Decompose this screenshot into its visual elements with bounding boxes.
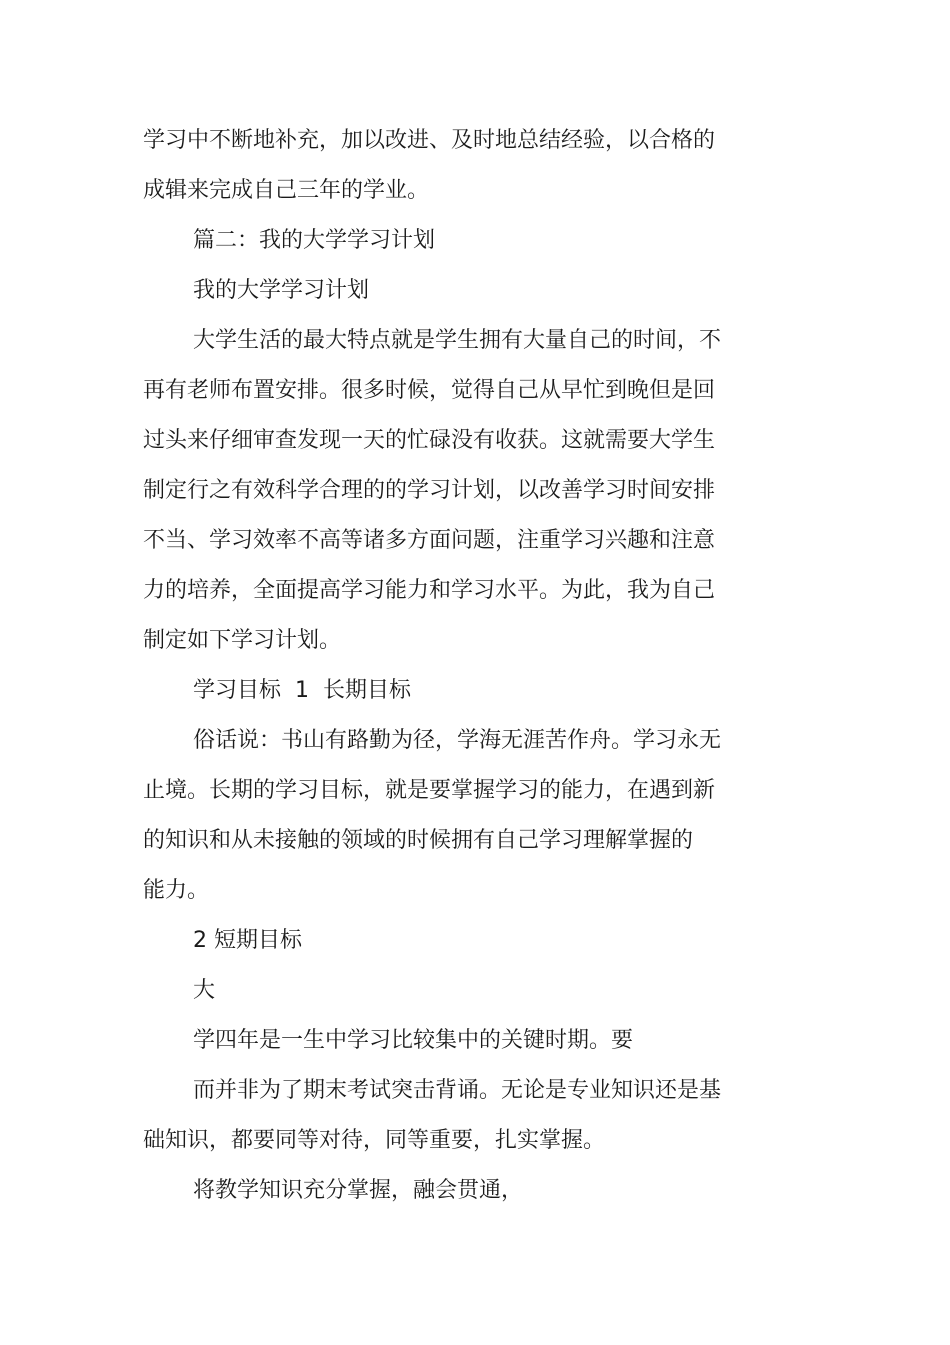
text-line: 不当、学习效率不高等诸多方面问题，注重学习兴趣和注意 (143, 528, 716, 553)
text-line: 制定如下学习计划。 (143, 628, 342, 653)
text-line: 成辑来完成自己三年的学业。 (143, 178, 430, 203)
text-line: 再有老师布置安排。很多时候，觉得自己从早忙到晚但是回 (143, 378, 716, 403)
text-line: 将教学知识充分掌握，融会贯通， (193, 1178, 524, 1203)
text-line: 大 (193, 978, 216, 1003)
text-line: 大学生活的最大特点就是学生拥有大量自己的时间，不 (193, 328, 722, 353)
text-line: 而并非为了期末考试突击背诵。无论是专业知识还是基 (193, 1078, 722, 1103)
section-heading: 篇二：我的大学学习计划 (193, 228, 436, 253)
text-line: 俗话说：书山有路勤为径，学海无涯苦作舟。学习永无 (193, 728, 722, 753)
document-title: 我的大学学习计划 (193, 278, 370, 303)
text-line: 过头来仔细审查发现一天的忙碌没有收获。这就需要大学生 (143, 428, 716, 453)
text-line: 学习中不断地补充，加以改进、及时地总结经验，以合格的 (143, 128, 716, 153)
text-line: 制定行之有效科学合理的的学习计划，以改善学习时间安排 (143, 478, 716, 503)
subheading: 学习目标 1 长期目标 (193, 678, 411, 703)
text-line: 学四年是一生中学习比较集中的关键时期。要 (193, 1028, 634, 1053)
text-line: 能力。 (143, 878, 210, 903)
text-line: 力的培养，全面提高学习能力和学习水平。为此，我为自己 (143, 578, 716, 603)
text-line: 础知识，都要同等对待，同等重要，扎实掌握。 (143, 1128, 606, 1153)
text-line: 的知识和从未接触的领域的时候拥有自己学习理解掌握的 (143, 828, 694, 853)
subheading: 2 短期目标 (193, 928, 302, 953)
text-line: 止境。长期的学习目标，就是要掌握学习的能力，在遇到新 (143, 778, 716, 803)
